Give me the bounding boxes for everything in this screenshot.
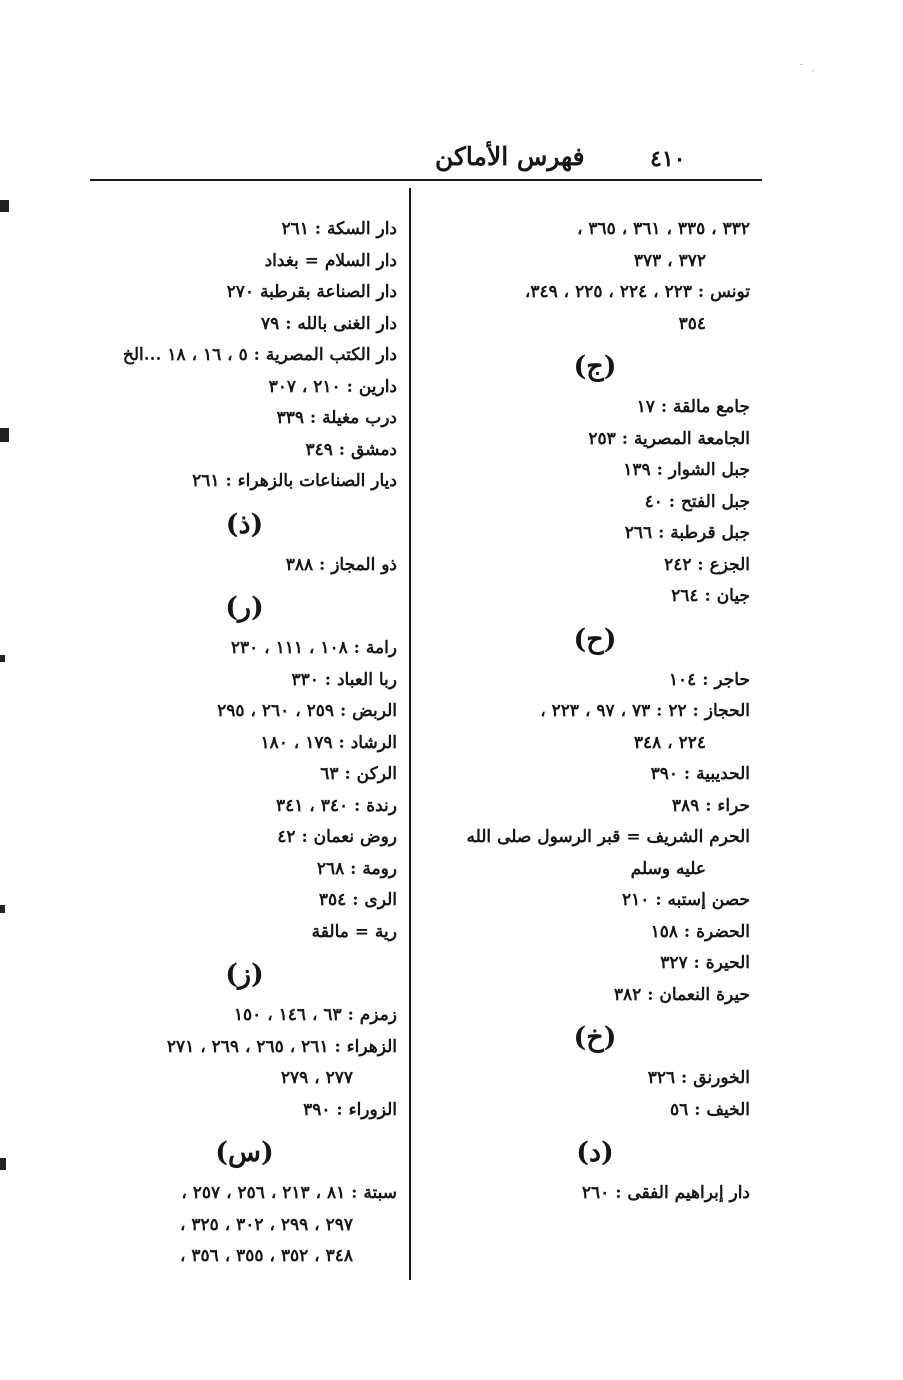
letter-heading: (ز) — [225, 959, 264, 990]
index-entry: دار إبراهيم الفقى : ٢٦٠ — [581, 1183, 750, 1203]
index-entry: الحديبية : ٣٩٠ — [650, 764, 750, 784]
index-entry: جبل قرطبة : ٢٦٦ — [624, 523, 750, 543]
index-entry: تونس : ٢٢٣ ، ٢٢٤ ، ٢٢٥ ، ٣٤٩، — [524, 282, 750, 302]
page-number: ٤١٠ — [650, 146, 686, 172]
index-column-left — [92, 214, 397, 1273]
index-entry: الخورنق : ٣٢٦ — [647, 1068, 750, 1088]
scan-speck — [812, 70, 814, 71]
index-entry: ربا العباد : ٣٣٠ — [291, 669, 397, 690]
index-entry: سبتة : ٨١ ، ٢١٣ ، ٢٥٦ ، ٢٥٧ ، — [181, 1183, 397, 1203]
index-entry: رومة : ٢٦٨ — [316, 858, 397, 879]
index-entry: حصن إستبه : ٢١٠ — [622, 890, 750, 910]
scan-edge-mark — [0, 905, 5, 913]
letter-heading: (ح) — [573, 623, 617, 655]
index-entry: حيرة النعمان : ٣٨٢ — [613, 984, 750, 1005]
index-entry: الجزع : ٢٤٢ — [664, 554, 750, 575]
index-entry: روض نعمان : ٤٢ — [277, 827, 397, 847]
index-entry: الحجاز : ٢٢ : ٧٣ ، ٩٧ ، ٢٢٣ ، — [540, 701, 750, 721]
index-entry: دمشق : ٣٤٩ — [305, 439, 397, 460]
index-entry: الزوراء : ٣٩٠ — [303, 1099, 397, 1120]
scan-edge-mark — [0, 1158, 6, 1170]
scan-edge-mark — [0, 655, 5, 662]
index-entry: دارين : ٢١٠ ، ٣٠٧ — [268, 376, 397, 397]
index-entry-continuation: ٣٥٤ — [678, 313, 706, 334]
index-entry: جبل الشوار : ١٣٩ — [623, 460, 750, 480]
index-entry: الحيرة : ٣٢٧ — [660, 953, 750, 973]
scan-edge-mark — [0, 428, 9, 442]
index-entry: حاجر : ١٠٤ — [668, 669, 750, 690]
letter-heading: (ج) — [573, 351, 617, 382]
page-header — [90, 138, 762, 180]
index-entry: دار الغنى بالله : ٧٩ — [261, 313, 397, 334]
index-entry-continuation: ٢٧٧ ، ٢٧٩ — [280, 1068, 353, 1088]
index-entry: الخيف : ٥٦ — [670, 1099, 750, 1120]
index-entry: رية = مالقة — [311, 921, 397, 942]
letter-heading: (د) — [576, 1137, 614, 1168]
letter-heading: (ذ) — [225, 508, 264, 540]
index-entry: الحرم الشريف = قبر الرسول صلى الله — [466, 827, 750, 847]
header-rule — [90, 179, 762, 181]
scan-speck — [800, 64, 802, 65]
index-entry-continuation: ٣٤٨ ، ٣٥٢ ، ٣٥٥ ، ٣٥٦ ، — [179, 1246, 353, 1266]
index-entry: الزهراء : ٢٦١ ، ٢٦٥ ، ٢٦٩ ، ٢٧١ — [166, 1036, 397, 1057]
index-entry: رندة : ٣٤٠ ، ٣٤١ — [275, 795, 397, 816]
index-entry: جامع مالقة : ١٧ — [636, 397, 750, 417]
index-entry: الركن : ٦٣ — [320, 764, 397, 784]
index-entry: ذو المجاز : ٣٨٨ — [285, 554, 397, 575]
index-entry: الجامعة المصرية : ٢٥٣ — [588, 428, 750, 449]
letter-heading: (خ) — [573, 1022, 617, 1053]
index-entry: رامة : ١٠٨ ، ١١١ ، ٢٣٠ — [230, 638, 397, 658]
index-entry: حراء : ٣٨٩ — [671, 795, 750, 816]
column-divider — [409, 188, 411, 1280]
index-entry: جيان : ٢٦٤ — [671, 586, 750, 606]
index-entry-continuation: ٢٢٤ ، ٣٤٨ — [633, 732, 706, 753]
index-entry: الحضرة : ١٥٨ — [650, 921, 750, 942]
index-column-right — [440, 214, 750, 1210]
index-entry: الرشاد : ١٧٩ ، ١٨٠ — [260, 732, 397, 753]
index-entry: دار الكتب المصرية : ٥ ، ١٦ ، ١٨ ...الخ — [122, 345, 397, 365]
index-entry-continuation: ٣٧٢ ، ٣٧٣ — [633, 250, 706, 271]
letter-heading: (ر) — [225, 592, 264, 623]
index-entry: درب مغيلة : ٣٣٩ — [276, 408, 397, 428]
index-entry: جبل الفتح : ٤٠ — [644, 491, 750, 512]
index-entry: دار السكة : ٢٦١ — [281, 219, 397, 239]
index-entry: دار السلام = بغداد — [264, 250, 397, 271]
index-entry: زمزم : ٦٣ ، ١٤٦ ، ١٥٠ — [233, 1005, 397, 1025]
index-entry-continuation: ٢٩٧ ، ٢٩٩ ، ٣٠٢ ، ٣٢٥ ، — [179, 1214, 353, 1235]
index-entry: الرى : ٣٥٤ — [318, 890, 397, 910]
index-entry: الربض : ٢٥٩ ، ٢٦٠ ، ٢٩٥ — [217, 701, 397, 721]
index-entry-continuation: عليه وسلم — [630, 858, 706, 879]
scan-edge-mark — [0, 200, 9, 212]
page-title: فهرس الأماكن — [435, 142, 585, 171]
index-entry: ٣٣٢ ، ٣٣٥ ، ٣٦١ ، ٣٦٥ ، — [576, 219, 750, 239]
letter-heading: (س) — [215, 1137, 274, 1168]
index-entry: ديار الصناعات بالزهراء : ٢٦١ — [192, 471, 397, 491]
index-entry: دار الصناعة بقرطبة ٢٧٠ — [226, 282, 397, 302]
